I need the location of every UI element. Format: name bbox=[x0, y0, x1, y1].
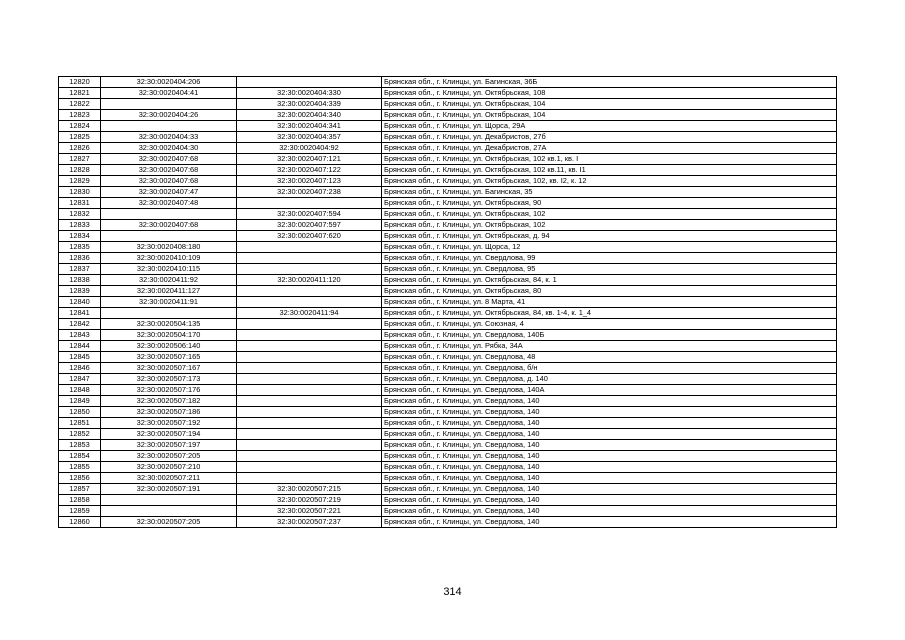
address-cell: Брянская обл., г. Клинцы, ул. Октябрьская, 80 bbox=[382, 286, 837, 297]
object-cadastral-number-cell: 32:30:0020411:120 bbox=[237, 275, 382, 286]
table-row bbox=[59, 165, 837, 176]
table-row bbox=[59, 77, 837, 88]
address-cell: Брянская обл., г. Клинцы, ул. 8 Марта, 41 bbox=[382, 297, 837, 308]
table-row bbox=[59, 451, 837, 462]
address-cell: Брянская обл., г. Клинцы, ул. Октябрьская, 102 bbox=[382, 220, 837, 231]
address-cell: Брянская обл., г. Клинцы, ул. Октябрьская, 90 bbox=[382, 198, 837, 209]
row-number-cell: 12840 bbox=[59, 297, 101, 308]
table-row bbox=[59, 220, 837, 231]
address-cell: Брянская обл., г. Клинцы, ул. Октябрьская, 102, кв. I2, к. 12 bbox=[382, 176, 837, 187]
address-cell: Брянская обл., г. Клинцы, ул. Свердлова, 140Б bbox=[382, 330, 837, 341]
object-cadastral-number-cell: 32:30:0020411:94 bbox=[237, 308, 382, 319]
land-cadastral-number-cell bbox=[101, 99, 237, 110]
land-cadastral-number-cell: 32:30:0020507:211 bbox=[101, 473, 237, 484]
address-cell: Брянская обл., г. Клинцы, ул. Свердлова, 140 bbox=[382, 418, 837, 429]
land-cadastral-number-cell: 32:30:0020507:182 bbox=[101, 396, 237, 407]
row-number-cell: 12834 bbox=[59, 231, 101, 242]
object-cadastral-number-cell: 32:30:0020507:219 bbox=[237, 495, 382, 506]
row-number-cell: 12849 bbox=[59, 396, 101, 407]
land-cadastral-number-cell bbox=[101, 506, 237, 517]
address-cell: Брянская обл., г. Клинцы, ул. Свердлова, 140 bbox=[382, 407, 837, 418]
land-cadastral-number-cell: 32:30:0020407:68 bbox=[101, 165, 237, 176]
object-cadastral-number-cell bbox=[237, 440, 382, 451]
object-cadastral-number-cell: 32:30:0020407:620 bbox=[237, 231, 382, 242]
address-cell: Брянская обл., г. Клинцы, ул. Октябрьская, 102 кв.1, кв. I bbox=[382, 154, 837, 165]
land-cadastral-number-cell: 32:30:0020507:167 bbox=[101, 363, 237, 374]
address-cell: Брянская обл., г. Клинцы, ул. Щорса, 12 bbox=[382, 242, 837, 253]
object-cadastral-number-cell bbox=[237, 462, 382, 473]
row-number-cell: 12860 bbox=[59, 517, 101, 528]
table-row bbox=[59, 407, 837, 418]
address-cell: Брянская обл., г. Клинцы, ул. Свердлова, б/н bbox=[382, 363, 837, 374]
land-cadastral-number-cell: 32:30:0020408:180 bbox=[101, 242, 237, 253]
row-number-cell: 12859 bbox=[59, 506, 101, 517]
address-cell: Брянская обл., г. Клинцы, ул. Свердлова, 140 bbox=[382, 484, 837, 495]
land-cadastral-number-cell: 32:30:0020411:92 bbox=[101, 275, 237, 286]
row-number-cell: 12851 bbox=[59, 418, 101, 429]
table-row bbox=[59, 242, 837, 253]
address-cell: Брянская обл., г. Клинцы, ул. Свердлова, 140 bbox=[382, 495, 837, 506]
row-number-cell: 12848 bbox=[59, 385, 101, 396]
land-cadastral-number-cell: 32:30:0020410:115 bbox=[101, 264, 237, 275]
row-number-cell: 12847 bbox=[59, 374, 101, 385]
object-cadastral-number-cell bbox=[237, 253, 382, 264]
row-number-cell: 12820 bbox=[59, 77, 101, 88]
land-cadastral-number-cell: 32:30:0020507:173 bbox=[101, 374, 237, 385]
land-cadastral-number-cell: 32:30:0020411:91 bbox=[101, 297, 237, 308]
table-row bbox=[59, 319, 837, 330]
row-number-cell: 12843 bbox=[59, 330, 101, 341]
object-cadastral-number-cell: 32:30:0020404:339 bbox=[237, 99, 382, 110]
address-cell: Брянская обл., г. Клинцы, ул. Октябрьская, 104 bbox=[382, 99, 837, 110]
table-row bbox=[59, 286, 837, 297]
address-cell: Брянская обл., г. Клинцы, ул. Октябрьская, 84, кв. 1-4, к. 1_4 bbox=[382, 308, 837, 319]
object-cadastral-number-cell bbox=[237, 242, 382, 253]
table-row bbox=[59, 132, 837, 143]
table-row bbox=[59, 253, 837, 264]
address-cell: Брянская обл., г. Клинцы, ул. Багинская, 35 bbox=[382, 187, 837, 198]
address-cell: Брянская обл., г. Клинцы, ул. Свердлова, 140 bbox=[382, 462, 837, 473]
object-cadastral-number-cell: 32:30:0020407:121 bbox=[237, 154, 382, 165]
object-cadastral-number-cell: 32:30:0020404:340 bbox=[237, 110, 382, 121]
land-cadastral-number-cell: 32:30:0020407:68 bbox=[101, 154, 237, 165]
row-number-cell: 12839 bbox=[59, 286, 101, 297]
row-number-cell: 12842 bbox=[59, 319, 101, 330]
object-cadastral-number-cell: 32:30:0020407:594 bbox=[237, 209, 382, 220]
address-cell: Брянская обл., г. Клинцы, ул. Свердлова, 140 bbox=[382, 429, 837, 440]
cadastral-registry-table bbox=[58, 76, 837, 528]
table-row bbox=[59, 440, 837, 451]
object-cadastral-number-cell bbox=[237, 77, 382, 88]
address-cell: Брянская обл., г. Клинцы, ул. Свердлова, 95 bbox=[382, 264, 837, 275]
address-cell: Брянская обл., г. Клинцы, ул. Свердлова, 140 bbox=[382, 506, 837, 517]
object-cadastral-number-cell: 32:30:0020404:92 bbox=[237, 143, 382, 154]
object-cadastral-number-cell bbox=[237, 286, 382, 297]
row-number-cell: 12835 bbox=[59, 242, 101, 253]
land-cadastral-number-cell: 32:30:0020507:205 bbox=[101, 517, 237, 528]
row-number-cell: 12836 bbox=[59, 253, 101, 264]
address-cell: Брянская обл., г. Клинцы, ул. Декабристов, 27б bbox=[382, 132, 837, 143]
object-cadastral-number-cell bbox=[237, 385, 382, 396]
table-row bbox=[59, 374, 837, 385]
land-cadastral-number-cell: 32:30:0020507:192 bbox=[101, 418, 237, 429]
table-row bbox=[59, 473, 837, 484]
address-cell: Брянская обл., г. Клинцы, ул. Октябрьская, 108 bbox=[382, 88, 837, 99]
object-cadastral-number-cell bbox=[237, 407, 382, 418]
object-cadastral-number-cell bbox=[237, 396, 382, 407]
address-cell: Брянская обл., г. Клинцы, ул. Свердлова, 140А bbox=[382, 385, 837, 396]
table-row bbox=[59, 352, 837, 363]
land-cadastral-number-cell: 32:30:0020404:30 bbox=[101, 143, 237, 154]
table-row bbox=[59, 341, 837, 352]
address-cell: Брянская обл., г. Клинцы, ул. Свердлова, 48 bbox=[382, 352, 837, 363]
table-row bbox=[59, 297, 837, 308]
row-number-cell: 12854 bbox=[59, 451, 101, 462]
object-cadastral-number-cell: 32:30:0020507:215 bbox=[237, 484, 382, 495]
table-row bbox=[59, 517, 837, 528]
table-row bbox=[59, 385, 837, 396]
row-number-cell: 12845 bbox=[59, 352, 101, 363]
row-number-cell: 12821 bbox=[59, 88, 101, 99]
object-cadastral-number-cell: 32:30:0020507:237 bbox=[237, 517, 382, 528]
object-cadastral-number-cell: 32:30:0020407:123 bbox=[237, 176, 382, 187]
land-cadastral-number-cell: 32:30:0020507:210 bbox=[101, 462, 237, 473]
land-cadastral-number-cell: 32:30:0020507:205 bbox=[101, 451, 237, 462]
address-cell: Брянская обл., г. Клинцы, ул. Свердлова, 140 bbox=[382, 517, 837, 528]
table-row bbox=[59, 176, 837, 187]
address-cell: Брянская обл., г. Клинцы, ул. Союзная, 4 bbox=[382, 319, 837, 330]
row-number-cell: 12838 bbox=[59, 275, 101, 286]
address-cell: Брянская обл., г. Клинцы, ул. Щорса, 29А bbox=[382, 121, 837, 132]
address-cell: Брянская обл., г. Клинцы, ул. Октябрьская, 84, к. 1 bbox=[382, 275, 837, 286]
address-cell: Брянская обл., г. Клинцы, ул. Октябрьская, 102 bbox=[382, 209, 837, 220]
table-row bbox=[59, 88, 837, 99]
table-row bbox=[59, 429, 837, 440]
address-cell: Брянская обл., г. Клинцы, ул. Багинская, 36Б bbox=[382, 77, 837, 88]
table-row bbox=[59, 330, 837, 341]
object-cadastral-number-cell: 32:30:0020404:357 bbox=[237, 132, 382, 143]
row-number-cell: 12825 bbox=[59, 132, 101, 143]
row-number-cell: 12830 bbox=[59, 187, 101, 198]
object-cadastral-number-cell bbox=[237, 330, 382, 341]
object-cadastral-number-cell: 32:30:0020404:341 bbox=[237, 121, 382, 132]
registry-table-body bbox=[59, 77, 837, 528]
address-cell: Брянская обл., г. Клинцы, ул. Свердлова, 140 bbox=[382, 440, 837, 451]
land-cadastral-number-cell: 32:30:0020504:135 bbox=[101, 319, 237, 330]
row-number-cell: 12829 bbox=[59, 176, 101, 187]
table-row bbox=[59, 187, 837, 198]
address-cell: Брянская обл., г. Клинцы, ул. Свердлова, д. 140 bbox=[382, 374, 837, 385]
land-cadastral-number-cell: 32:30:0020410:109 bbox=[101, 253, 237, 264]
object-cadastral-number-cell bbox=[237, 429, 382, 440]
row-number-cell: 12824 bbox=[59, 121, 101, 132]
land-cadastral-number-cell: 32:30:0020507:176 bbox=[101, 385, 237, 396]
row-number-cell: 12826 bbox=[59, 143, 101, 154]
object-cadastral-number-cell bbox=[237, 352, 382, 363]
row-number-cell: 12846 bbox=[59, 363, 101, 374]
row-number-cell: 12832 bbox=[59, 209, 101, 220]
object-cadastral-number-cell: 32:30:0020407:122 bbox=[237, 165, 382, 176]
object-cadastral-number-cell bbox=[237, 264, 382, 275]
land-cadastral-number-cell bbox=[101, 209, 237, 220]
object-cadastral-number-cell bbox=[237, 341, 382, 352]
land-cadastral-number-cell: 32:30:0020507:186 bbox=[101, 407, 237, 418]
land-cadastral-number-cell: 32:30:0020407:68 bbox=[101, 176, 237, 187]
row-number-cell: 12855 bbox=[59, 462, 101, 473]
table-row bbox=[59, 418, 837, 429]
object-cadastral-number-cell bbox=[237, 297, 382, 308]
object-cadastral-number-cell bbox=[237, 319, 382, 330]
row-number-cell: 12856 bbox=[59, 473, 101, 484]
land-cadastral-number-cell bbox=[101, 308, 237, 319]
table-row bbox=[59, 121, 837, 132]
table-row bbox=[59, 275, 837, 286]
table-row bbox=[59, 99, 837, 110]
table-row bbox=[59, 363, 837, 374]
address-cell: Брянская обл., г. Клинцы, ул. Рябка, 34А bbox=[382, 341, 837, 352]
row-number-cell: 12858 bbox=[59, 495, 101, 506]
land-cadastral-number-cell: 32:30:0020404:206 bbox=[101, 77, 237, 88]
row-number-cell: 12841 bbox=[59, 308, 101, 319]
table-row bbox=[59, 484, 837, 495]
row-number-cell: 12844 bbox=[59, 341, 101, 352]
object-cadastral-number-cell: 32:30:0020407:238 bbox=[237, 187, 382, 198]
row-number-cell: 12833 bbox=[59, 220, 101, 231]
land-cadastral-number-cell: 32:30:0020507:194 bbox=[101, 429, 237, 440]
object-cadastral-number-cell bbox=[237, 418, 382, 429]
row-number-cell: 12822 bbox=[59, 99, 101, 110]
land-cadastral-number-cell: 32:30:0020407:47 bbox=[101, 187, 237, 198]
table-row bbox=[59, 154, 837, 165]
object-cadastral-number-cell bbox=[237, 473, 382, 484]
object-cadastral-number-cell bbox=[237, 198, 382, 209]
object-cadastral-number-cell bbox=[237, 374, 382, 385]
land-cadastral-number-cell: 32:30:0020404:33 bbox=[101, 132, 237, 143]
table-row bbox=[59, 495, 837, 506]
table-row bbox=[59, 198, 837, 209]
table-row bbox=[59, 308, 837, 319]
row-number-cell: 12827 bbox=[59, 154, 101, 165]
land-cadastral-number-cell: 32:30:0020504:170 bbox=[101, 330, 237, 341]
table-row bbox=[59, 462, 837, 473]
land-cadastral-number-cell: 32:30:0020411:127 bbox=[101, 286, 237, 297]
table-row bbox=[59, 264, 837, 275]
address-cell: Брянская обл., г. Клинцы, ул. Свердлова, 140 bbox=[382, 451, 837, 462]
land-cadastral-number-cell: 32:30:0020407:68 bbox=[101, 220, 237, 231]
address-cell: Брянская обл., г. Клинцы, ул. Декабристов, 27А bbox=[382, 143, 837, 154]
table-row bbox=[59, 231, 837, 242]
row-number-cell: 12853 bbox=[59, 440, 101, 451]
address-cell: Брянская обл., г. Клинцы, ул. Октябрьская, 104 bbox=[382, 110, 837, 121]
object-cadastral-number-cell: 32:30:0020404:330 bbox=[237, 88, 382, 99]
land-cadastral-number-cell: 32:30:0020404:26 bbox=[101, 110, 237, 121]
row-number-cell: 12831 bbox=[59, 198, 101, 209]
land-cadastral-number-cell: 32:30:0020507:197 bbox=[101, 440, 237, 451]
row-number-cell: 12837 bbox=[59, 264, 101, 275]
land-cadastral-number-cell: 32:30:0020507:165 bbox=[101, 352, 237, 363]
address-cell: Брянская обл., г. Клинцы, ул. Свердлова, 140 bbox=[382, 396, 837, 407]
object-cadastral-number-cell: 32:30:0020507:221 bbox=[237, 506, 382, 517]
address-cell: Брянская обл., г. Клинцы, ул. Свердлова, 140 bbox=[382, 473, 837, 484]
object-cadastral-number-cell bbox=[237, 451, 382, 462]
row-number-cell: 12828 bbox=[59, 165, 101, 176]
address-cell: Брянская обл., г. Клинцы, ул. Свердлова, 99 bbox=[382, 253, 837, 264]
land-cadastral-number-cell bbox=[101, 231, 237, 242]
row-number-cell: 12852 bbox=[59, 429, 101, 440]
object-cadastral-number-cell: 32:30:0020407:597 bbox=[237, 220, 382, 231]
land-cadastral-number-cell: 32:30:0020507:191 bbox=[101, 484, 237, 495]
land-cadastral-number-cell bbox=[101, 495, 237, 506]
address-cell: Брянская обл., г. Клинцы, ул. Октябрьская, д. 94 bbox=[382, 231, 837, 242]
address-cell: Брянская обл., г. Клинцы, ул. Октябрьская, 102 кв.11, кв. I1 bbox=[382, 165, 837, 176]
table-row bbox=[59, 110, 837, 121]
row-number-cell: 12823 bbox=[59, 110, 101, 121]
table-row bbox=[59, 396, 837, 407]
row-number-cell: 12857 bbox=[59, 484, 101, 495]
land-cadastral-number-cell: 32:30:0020506:140 bbox=[101, 341, 237, 352]
land-cadastral-number-cell: 32:30:0020404:41 bbox=[101, 88, 237, 99]
table-row bbox=[59, 209, 837, 220]
object-cadastral-number-cell bbox=[237, 363, 382, 374]
row-number-cell: 12850 bbox=[59, 407, 101, 418]
land-cadastral-number-cell: 32:30:0020407:48 bbox=[101, 198, 237, 209]
table-row bbox=[59, 143, 837, 154]
page-number: 314 bbox=[443, 586, 462, 598]
table-row bbox=[59, 506, 837, 517]
land-cadastral-number-cell bbox=[101, 121, 237, 132]
